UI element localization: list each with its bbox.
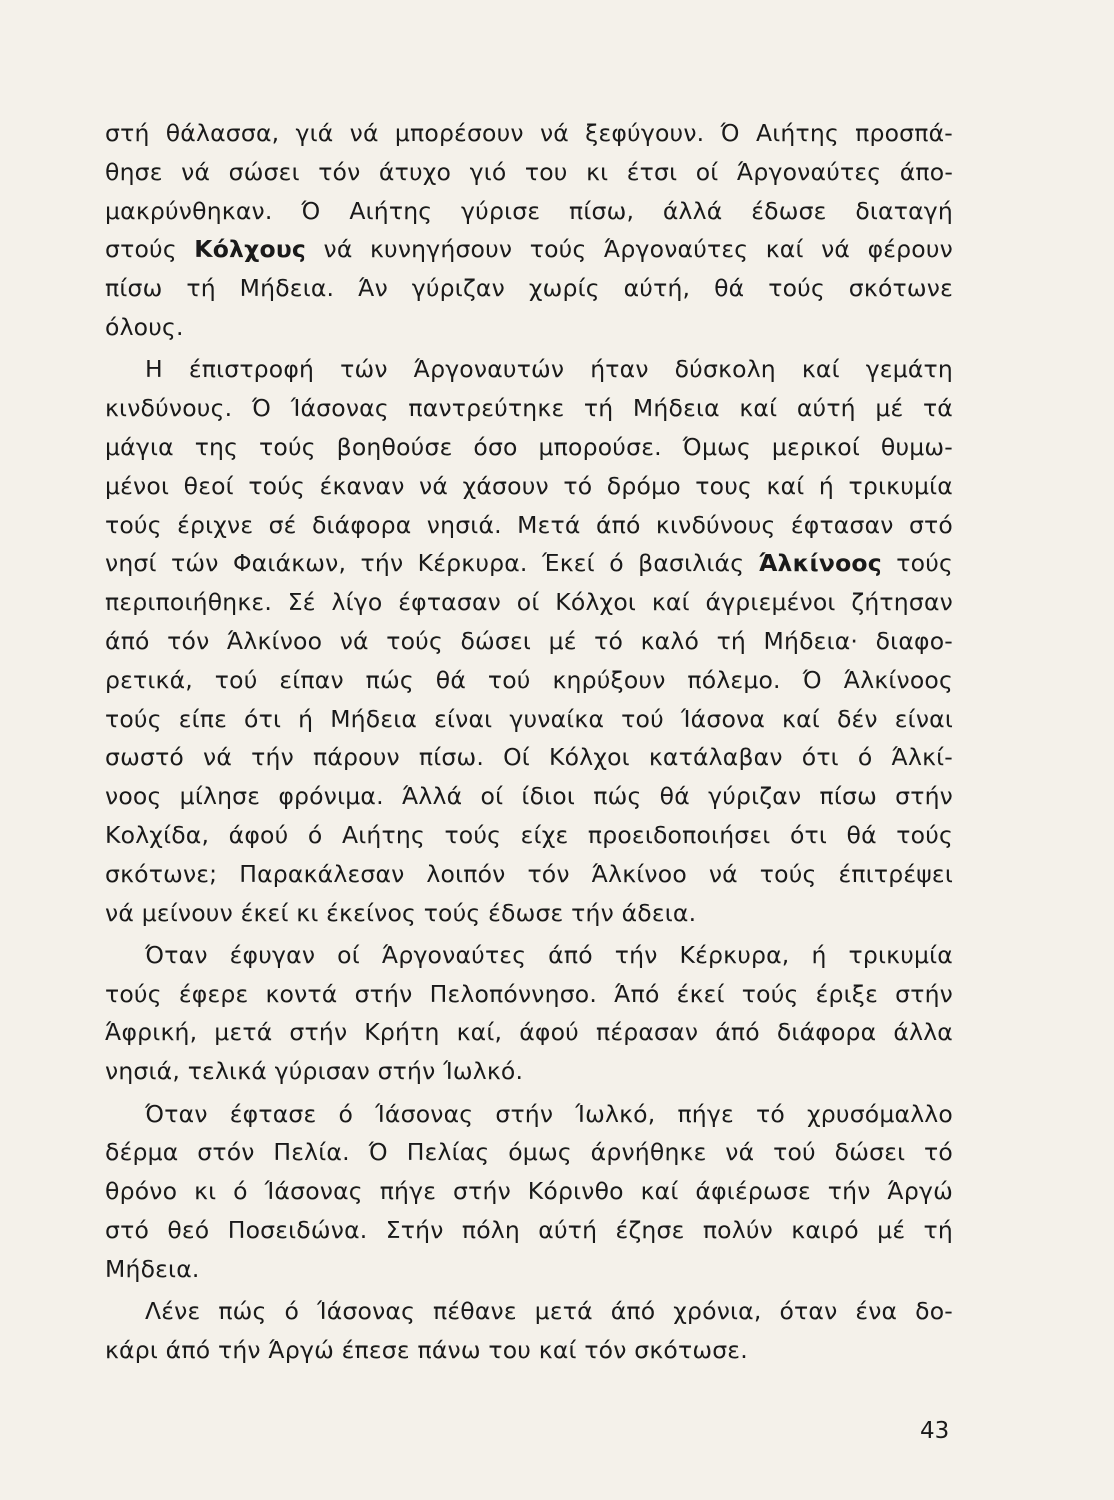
text-line: τούς έφερε κοντά στήν Πελοπόννησο. Άπό έκεί τούς έριξε στήν (105, 979, 953, 1008)
text-line: κινδύνους. Ό Ίάσονας παντρεύτηκε τή Μήδεια καί αύτή μέ τά (105, 394, 953, 423)
text-line: περιποιήθηκε. Σέ λίγο έφτασαν οί Κόλχοι καί άγριεμένοι ζήτησαν (105, 588, 953, 617)
text-line: Λένε πώς ό Ίάσονας πέθανε μετά άπό χρόνια, όταν ένα δο- (145, 1297, 953, 1325)
text-line: ρετικά, τού είπαν πώς θά τού κηρύξουν πόλεμο. Ό Άλκίνοος (105, 665, 953, 694)
text-line: τούς είπε ότι ή Μήδεια είναι γυναίκα τού Ίάσονα καί δέν είναι (105, 704, 953, 733)
text-line: όλους. (105, 313, 184, 341)
text-line: στή θάλασσα, γιά νά μπορέσουν νά ξεφύγουν. Ό Αιήτης προσπά- (105, 119, 953, 147)
text-line: Όταν έφυγαν οί Άργοναύτες άπό τήν Κέρκυρα, ή τρικυμία (145, 940, 953, 969)
text-line: Μήδεια. (105, 1254, 200, 1283)
text-line: στούς Κόλχους νά κυνηγήσουν τούς Άργοναύτες καί νά φέρουν (105, 235, 953, 264)
text-line: στό θεό Ποσειδώνα. Στήν πόλη αύτή έζησε πολύν καιρό μέ τή (105, 1215, 953, 1244)
text-line: νησιά, τελικά γύρισαν στήν Ίωλκό. (105, 1057, 524, 1086)
text-line: θησε νά σώσει τόν άτυχο γιό του κι έτσι οί Άργοναύτες άπο- (105, 157, 953, 186)
text-line: Όταν έφτασε ό Ίάσονας στήν Ίωλκό, πήγε τό χρυσόμαλλο (145, 1099, 953, 1128)
text-line: σκότωνε; Παρακάλεσαν λοιπόν τόν Άλκίνοο νά τούς έπιτρέψει (105, 859, 953, 888)
text-line: τούς έριχνε σέ διάφορα νησιά. Μετά άπό κινδύνους έφτασαν στό (105, 510, 953, 539)
text-line: νά μείνουν έκεί κι έκείνος τούς έδωσε τήν άδεια. (105, 898, 697, 927)
text-line: νησί τών Φαιάκων, τήν Κέρκυρα. Έκεί ό βασιλιάς Άλκίνοος τούς (105, 549, 953, 578)
text-line: πίσω τή Μήδεια. Άν γύριζαν χωρίς αύτή, θά τούς σκότωνε (105, 274, 953, 303)
page-number: 43 (920, 1418, 950, 1444)
text-line: δέρμα στόν Πελία. Ό Πελίας όμως άρνήθηκε νά τού δώσει τό (105, 1138, 953, 1167)
bold-term: Κόλχους (194, 235, 307, 264)
text-line: μένοι θεοί τούς έκαναν νά χάσουν τό δρόμο τους καί ή τρικυμία (105, 471, 953, 500)
text-line: Άφρική, μετά στήν Κρήτη καί, άφού πέρασαν άπό διάφορα άλλα (105, 1018, 953, 1047)
text-line: θρόνο κι ό Ίάσονας πήγε στήν Κόρινθο καί άφιέρωσε τήν Άργώ (105, 1177, 953, 1206)
text-line: νοος μίλησε φρόνιμα. Άλλά οί ίδιοι πώς θά γύριζαν πίσω στήν (105, 782, 953, 811)
text-line: Η έπιστροφή τών Άργοναυτών ήταν δύσκολη καί γεμάτη (145, 355, 953, 384)
bold-term: Άλκίνοος (758, 549, 882, 578)
text-line: σωστό νά τήν πάρουν πίσω. Οί Κόλχοι κατάλαβαν ότι ό Άλκί- (105, 743, 953, 772)
text-line: μάγια της τούς βοηθούσε όσο μπορούσε. Όμως μερικοί θυμω- (105, 432, 953, 461)
text-line: Κολχίδα, άφού ό Αιήτης τούς είχε προειδοποιήσει ότι θά τούς (105, 820, 953, 849)
text-line: μακρύνθηκαν. Ό Αιήτης γύρισε πίσω, άλλά έδωσε διαταγή (105, 196, 953, 225)
text-line: άπό τόν Άλκίνοο νά τούς δώσει μέ τό καλό τή Μήδεια· διαφο- (105, 626, 953, 655)
text-line: κάρι άπό τήν Άργώ έπεσε πάνω του καί τόν σκότωσε. (105, 1335, 748, 1364)
